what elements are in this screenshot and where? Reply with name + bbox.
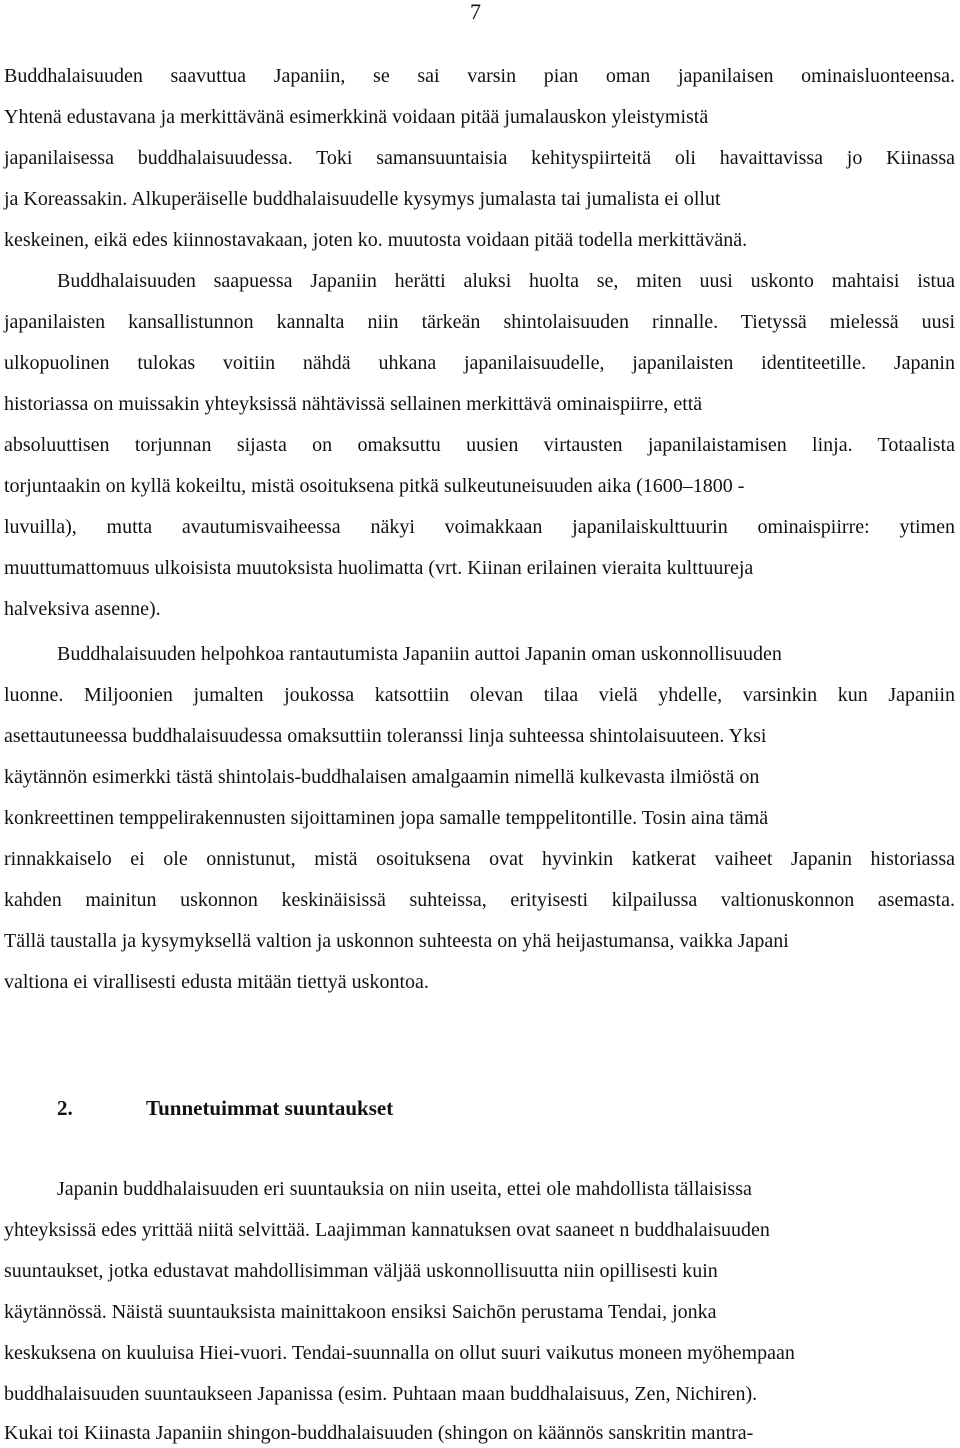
text-line: muuttumattomuus ulkoisista muutoksista huolimatta (vrt. Kiinan erilainen vieraita kulttuureja: [4, 557, 754, 579]
text-line: Japanin buddhalaisuuden eri suuntauksia on niin useita, ettei ole mahdollista tällaisissa: [57, 1178, 752, 1200]
text-line: Buddhalaisuuden helpohkoa rantautumista Japaniin auttoi Japanin oman uskonnollisuuden: [57, 643, 782, 665]
text-line: suuntaukset, jotka edustavat mahdollisimman väljää uskonnollisuutta niin opillisesti kuin: [4, 1260, 718, 1282]
text-line: asettautuneessa buddhalaisuudessa omaksuttiin toleranssi linja suhteessa shintolaisuuteen. Yksi: [4, 725, 767, 747]
text-line: valtiona ei virallisesti edusta mitään tiettyä uskontoa.: [4, 971, 429, 993]
text-line: japanilaisten kansallistunnon kannalta niin tärkeän shintolaisuuden rinnalle. Tietyssä mielessä uusi: [4, 311, 955, 333]
text-line: japanilaisessa buddhalaisuudessa. Toki samansuuntaisia kehityspiirteitä oli havaittavissa jo Kiinassa: [4, 147, 955, 169]
text-line: keskeinen, eikä edes kiinnostavakaan, joten ko. muutosta voidaan pitää todella merkittävänä.: [4, 229, 748, 251]
text-line: halveksiva asenne).: [4, 598, 161, 620]
text-line: historiassa on muissakin yhteyksissä nähtävissä sellainen merkittävä ominaispiirre, että: [4, 393, 703, 415]
text-line: kahden mainitun uskonnon keskinäisissä suhteissa, erityisesti kilpailussa valtionuskonnon asemasta.: [4, 889, 955, 911]
text-line: Kukai toi Kiinasta Japaniin shingon-buddhalaisuuden (shingon on käännös sanskritin mantra-: [4, 1422, 754, 1444]
text-line: torjuntaakin on kyllä kokeiltu, mistä osoituksena pitkä sulkeutuneisuuden aika (1600–1800 -: [4, 475, 745, 497]
text-line: Yhtenä edustavana ja merkittävänä esimerkkinä voidaan pitää jumalauskon yleistymistä: [4, 106, 709, 128]
text-line: rinnakkaiselo ei ole onnistunut, mistä osoituksena ovat hyvinkin katkerat vaiheet Japanin historiassa: [4, 848, 955, 870]
text-line: absoluuttisen torjunnan sijasta on omaksuttu uusien virtausten japanilaistamisen linja. Totaalista: [4, 434, 955, 456]
text-line: Tällä taustalla ja kysymyksellä valtion ja uskonnon suhteesta on yhä heijastumansa, vaikka Japani: [4, 930, 789, 952]
text-line: Buddhalaisuuden saavuttua Japaniin, se sai varsin pian oman japanilaisen ominaisluonteensa.: [4, 65, 955, 87]
text-line: ja Koreassakin. Alkuperäiselle buddhalaisuudelle kysymys jumalasta tai jumalista ei ollut: [4, 188, 721, 210]
text-line: ulkopuolinen tulokas voitiin nähdä uhkana japanilaisuudelle, japanilaisten identiteetille. Japanin: [4, 352, 955, 374]
text-line: yhteyksissä edes yrittää niitä selvittää. Laajimman kannatuksen ovat saaneet n buddhalaisuuden: [4, 1219, 770, 1241]
text-line: buddhalaisuuden suuntaukseen Japanissa (esim. Puhtaan maan buddhalaisuus, Zen, Nichiren).: [4, 1383, 758, 1405]
text-line: konkreettinen temppelirakennusten sijoittaminen jopa samalle temppelitontille. Tosin aina tämä: [4, 807, 769, 829]
text-line: käytännön esimerkki tästä shintolais-buddhalaisen amalgaamin nimellä kulkevasta ilmiöstä on: [4, 766, 760, 788]
text-line: Buddhalaisuuden saapuessa Japaniin herätti aluksi huolta se, miten uusi uskonto mahtaisi istua: [57, 270, 955, 292]
section-title: Tunnetuimmat suuntaukset: [146, 1096, 394, 1120]
text-line: luonne. Miljoonien jumalten joukossa katsottiin olevan tilaa vielä yhdelle, varsinkin kun Japaniin: [4, 684, 955, 706]
section-number: 2.: [57, 1096, 73, 1120]
text-line: luvuilla), mutta avautumisvaiheessa näkyi voimakkaan japanilaiskulttuurin ominaispiirre: ytimen: [4, 516, 955, 538]
text-line: keskuksena on kuuluisa Hiei-vuori. Tendai-suunnalla on ollut suuri vaikutus moneen myöhempaan: [4, 1342, 795, 1364]
page-number: 7: [470, 0, 481, 24]
text-line: käytännössä. Näistä suuntauksista mainittakoon ensiksi Saichōn perustama Tendai, jonka: [4, 1301, 717, 1323]
